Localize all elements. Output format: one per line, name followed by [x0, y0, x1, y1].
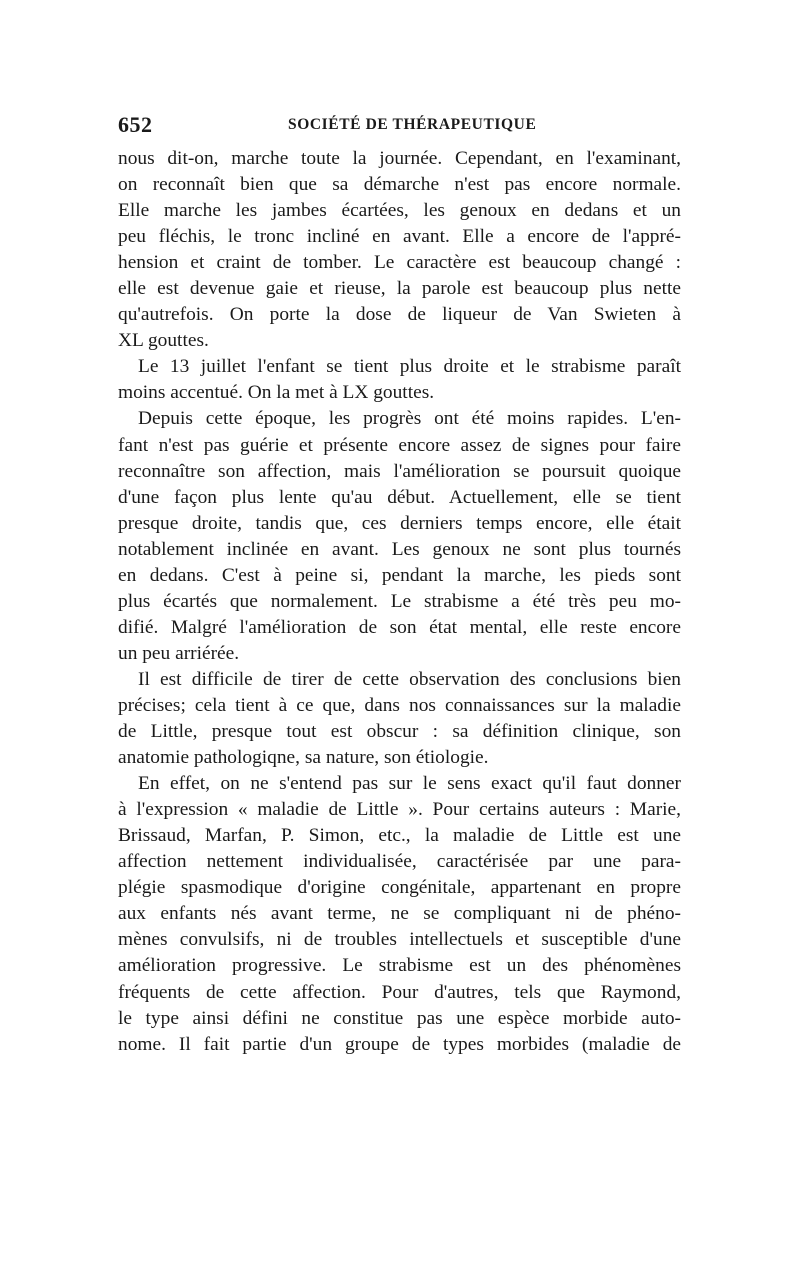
text-line: reconnaître son affection, mais l'amélioration se poursuit quoique [118, 460, 681, 482]
text-line: nome. Il fait partie d'un groupe de types morbides (maladie de [118, 1033, 681, 1055]
running-title: SOCIÉTÉ DE THÉRAPEUTIQUE [288, 116, 537, 133]
text-line: hension et craint de tomber. Le caractère est beaucoup changé : [118, 252, 681, 274]
text-line: Depuis cette époque, les progrès ont été moins rapides. L'en- [138, 408, 681, 430]
paragraph [118, 667, 681, 771]
text-line: Brissaud, Marfan, P. Simon, etc., la maladie de Little est une [118, 825, 681, 847]
text-line: notablement inclinée en avant. Les genoux ne sont plus tournés [118, 538, 681, 560]
text-line: affection nettement individualisée, caractérisée par une para- [118, 851, 681, 873]
text-line: En effet, on ne s'entend pas sur le sens exact qu'il faut donner [138, 773, 681, 795]
text-line: anatomie pathologiqne, sa nature, son étiologie. [118, 747, 489, 769]
text-line: aux enfants nés avant terme, ne se compliquant ni de phéno- [118, 903, 681, 925]
text-line: de Little, presque tout est obscur : sa définition clinique, son [118, 721, 681, 743]
text-line: Il est difficile de tirer de cette observation des conclusions bien [138, 668, 681, 690]
text-line: moins accentué. On la met à LX gouttes. [118, 382, 435, 404]
text-line: presque droite, tandis que, ces derniers temps encore, elle était [118, 512, 681, 534]
text-line: à l'expression « maladie de Little ». Pour certains auteurs : Marie, [118, 799, 681, 821]
text-line: peu fléchis, le tronc incliné en avant. Elle a encore de l'appré- [118, 226, 681, 248]
text-line: d'une façon plus lente qu'au début. Actuellement, elle se tient [118, 486, 681, 508]
page-number: 652 [118, 112, 153, 137]
text-line: on reconnaît bien que sa démarche n'est pas encore normale. [118, 174, 681, 196]
text-line: plus écartés que normalement. Le strabisme a été très peu mo- [118, 590, 681, 612]
text-line: en dedans. C'est à peine si, pendant la marche, les pieds sont [118, 564, 681, 586]
paragraph [118, 354, 681, 406]
text-line: fant n'est pas guérie et présente encore assez de signes pour faire [118, 434, 681, 456]
text-line: précises; cela tient à ce que, dans nos connaissances sur la maladie [118, 694, 681, 716]
text-line: amélioration progressive. Le strabisme est un des phénomènes [118, 955, 681, 977]
text-line: Le 13 juillet l'enfant se tient plus droite et le strabisme paraît [138, 356, 681, 378]
text-line: un peu arriérée. [118, 642, 240, 664]
running-head [118, 112, 681, 140]
text-line: le type ainsi défini ne constitue pas une espèce morbide auto- [118, 1007, 681, 1029]
text-line: nous dit-on, marche toute la journée. Cependant, en l'examinant, [118, 148, 681, 169]
paragraph [118, 406, 681, 666]
text-line: mènes convulsifs, ni de troubles intellectuels et susceptible d'une [118, 929, 681, 951]
body-text [118, 146, 681, 1058]
text-line: difié. Malgré l'amélioration de son état mental, elle reste encore [118, 616, 681, 638]
text-line: qu'autrefois. On porte la dose de liqueur de Van Swieten à [118, 304, 681, 326]
paragraph [118, 771, 681, 1058]
text-line: plégie spasmodique d'origine congénitale, appartenant en propre [118, 877, 681, 899]
text-line: fréquents de cette affection. Pour d'autres, tels que Raymond, [118, 981, 681, 1003]
text-line: XL gouttes. [118, 330, 209, 352]
paragraph [118, 146, 681, 354]
text-line: elle est devenue gaie et rieuse, la parole est beaucoup plus nette [118, 278, 681, 300]
text-line: Elle marche les jambes écartées, les genoux en dedans et un [118, 200, 681, 222]
